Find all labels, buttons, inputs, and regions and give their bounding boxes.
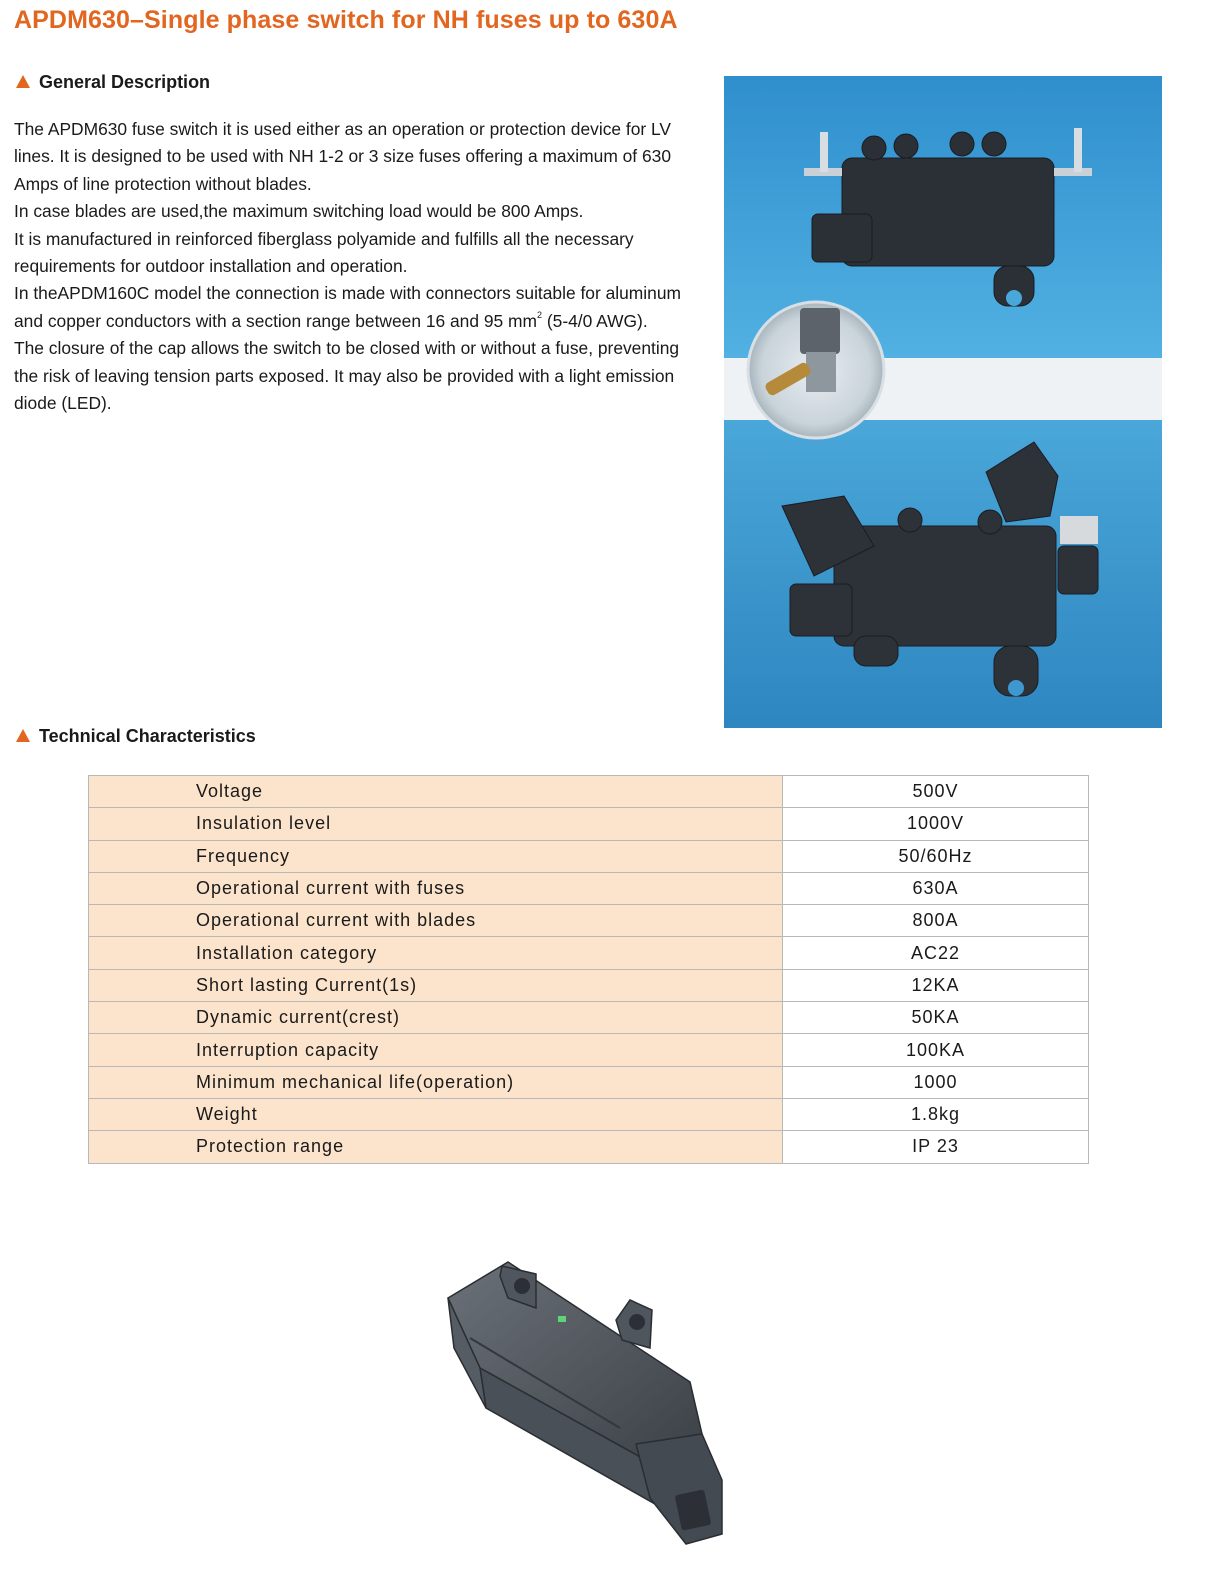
- spec-value: 800A: [783, 905, 1089, 937]
- technical-characteristics-table: [88, 775, 1089, 1164]
- spec-label: Voltage: [89, 776, 783, 808]
- spec-label: Operational current with fuses: [89, 872, 783, 904]
- general-description-heading: [16, 72, 210, 93]
- spec-label: Minimum mechanical life(operation): [89, 1066, 783, 1098]
- spec-label: Weight: [89, 1098, 783, 1130]
- technical-characteristics-heading-text: Technical Characteristics: [39, 726, 256, 746]
- spec-label: Protection range: [89, 1131, 783, 1163]
- page-title: APDM630–Single phase switch for NH fuses up to 630A: [14, 6, 678, 34]
- general-description-text: [14, 116, 694, 417]
- general-description-heading-text: General Description: [39, 72, 211, 92]
- spec-value: 12KA: [783, 969, 1089, 1001]
- table-row: [89, 1002, 1089, 1034]
- spec-label: Interruption capacity: [89, 1034, 783, 1066]
- table-row: [89, 776, 1089, 808]
- fuse-switch-product-image: [440, 1258, 730, 1548]
- table-row: [89, 872, 1089, 904]
- table-row: [89, 905, 1089, 937]
- fuse-switch-photo: [724, 76, 1162, 728]
- table-row: [89, 808, 1089, 840]
- spec-value: 1000: [783, 1066, 1089, 1098]
- connection-text: In theAPDM160C model the connection is made with connectors suitable for aluminum and copper conductors with a section range between 16 and 95 mm: [14, 283, 681, 331]
- spec-value: 1000V: [783, 808, 1089, 840]
- spec-label: Dynamic current(crest): [89, 1002, 783, 1034]
- spec-value: 630A: [783, 872, 1089, 904]
- table-row: [89, 1034, 1089, 1066]
- table-row: [89, 840, 1089, 872]
- table-row: [89, 1066, 1089, 1098]
- description-paragraph: It is manufactured in reinforced fiberglass polyamide and fulfills all the necessary requirements for outdoor installation and operation.: [14, 228, 634, 277]
- description-paragraph: The closure of the cap allows the switch to be closed with or without a fuse, preventing the risk of leaving tension parts exposed. It may also be provided with a light emission diode (LED).: [14, 338, 680, 414]
- description-paragraph: The APDM630 fuse switch it is used either as an operation or protection device for LV lines. It is designed to be used with NH 1-2 or 3 size fuses offering a maximum of 630 Amps of line protection without blades.: [14, 119, 672, 194]
- spec-label: Short lasting Current(1s): [89, 969, 783, 1001]
- table-row: [89, 937, 1089, 969]
- triangle-bullet-icon: [16, 729, 30, 742]
- technical-characteristics-heading: [16, 726, 256, 747]
- spec-value: 50/60Hz: [783, 840, 1089, 872]
- triangle-bullet-icon: [16, 75, 30, 88]
- spec-value: 500V: [783, 776, 1089, 808]
- spec-value: 1.8kg: [783, 1098, 1089, 1130]
- spec-value: 100KA: [783, 1034, 1089, 1066]
- spec-label: Operational current with blades: [89, 905, 783, 937]
- table-row: [89, 1131, 1089, 1163]
- spec-label: Insulation level: [89, 808, 783, 840]
- spec-value: IP 23: [783, 1131, 1089, 1163]
- connection-awg-text: (5-4/0 AWG).: [542, 310, 648, 331]
- spec-label: Frequency: [89, 840, 783, 872]
- spec-value: AC22: [783, 937, 1089, 969]
- superscript-2: 2: [537, 309, 543, 320]
- table-row: [89, 1098, 1089, 1130]
- spec-value: 50KA: [783, 1002, 1089, 1034]
- description-paragraph-connection: [14, 280, 694, 335]
- description-paragraph: In case blades are used,the maximum switching load would be 800 Amps.: [14, 201, 584, 222]
- spec-label: Installation category: [89, 937, 783, 969]
- table-row: [89, 969, 1089, 1001]
